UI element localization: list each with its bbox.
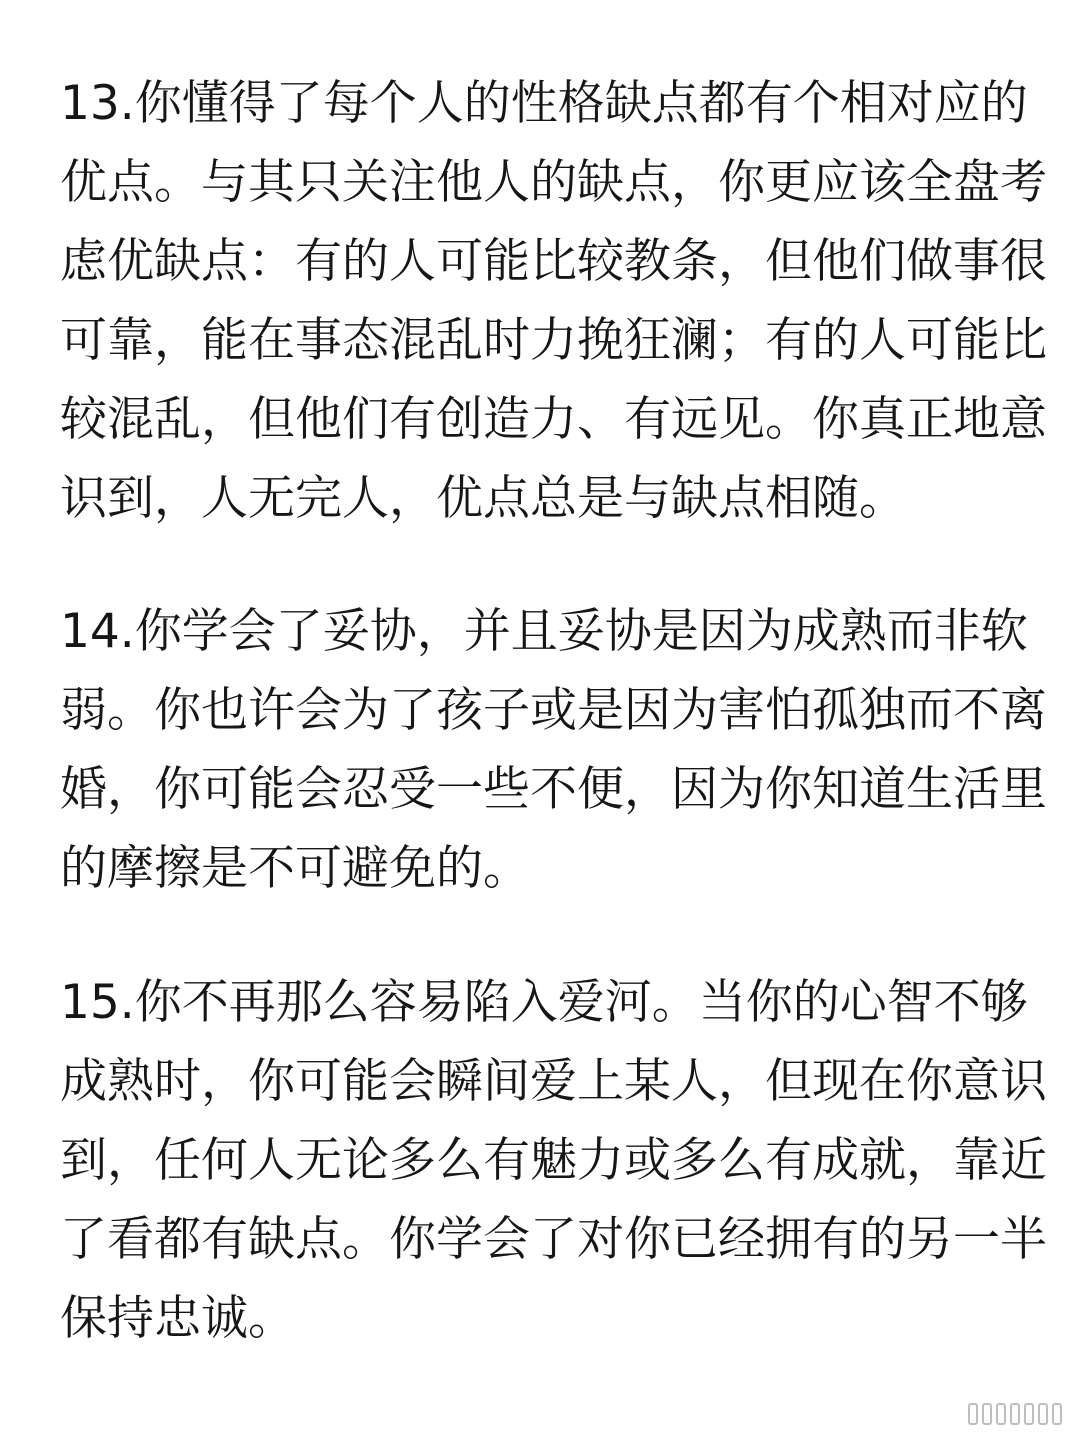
- text-line: 婚，你可能会忍受一些不便，因为你知道生活里: [60, 762, 1047, 817]
- paragraph-15: [60, 963, 1050, 1358]
- watermark-logo: [968, 1400, 1062, 1428]
- paragraph-13: [60, 64, 1050, 538]
- text-line: 优点。与其只关注他人的缺点，你更应该全盘考: [60, 155, 1047, 210]
- text-line: 14.你学会了妥协，并且妥协是因为成熟而非软: [60, 604, 1028, 659]
- watermark-mark: [982, 1403, 992, 1425]
- watermark-mark: [1010, 1403, 1020, 1425]
- text-line: 虑优缺点：有的人可能比较教条，但他们做事很: [60, 234, 1047, 289]
- text-line: 成熟时，你可能会瞬间爱上某人，但现在你意识: [60, 1054, 1047, 1109]
- text-line: 较混乱，但他们有创造力、有远见。你真正地意: [60, 392, 1047, 447]
- text-line: 弱。你也许会为了孩子或是因为害怕孤独而不离: [60, 683, 1047, 738]
- text-line: 到，任何人无论多么有魅力或多么有成就，靠近: [60, 1133, 1047, 1188]
- text-line: 可靠，能在事态混乱时力挽狂澜；有的人可能比: [60, 313, 1047, 368]
- watermark-mark: [1024, 1403, 1034, 1425]
- watermark-mark: [996, 1403, 1006, 1425]
- text-line: 保持忠诚。: [60, 1291, 295, 1346]
- text-line: 识到，人无完人，优点总是与缺点相随。: [60, 471, 906, 526]
- text-line: 15.你不再那么容易陷入爱河。当你的心智不够: [60, 975, 1028, 1030]
- paragraph-14: [60, 592, 1050, 908]
- text-line: 了看都有缺点。你学会了对你已经拥有的另一半: [60, 1212, 1047, 1267]
- text-line: 的摩擦是不可避免的。: [60, 841, 530, 896]
- text-line: 13.你懂得了每个人的性格缺点都有个相对应的: [60, 76, 1028, 131]
- watermark-mark: [1038, 1403, 1048, 1425]
- watermark-mark: [968, 1403, 978, 1425]
- watermark-mark: [1052, 1403, 1062, 1425]
